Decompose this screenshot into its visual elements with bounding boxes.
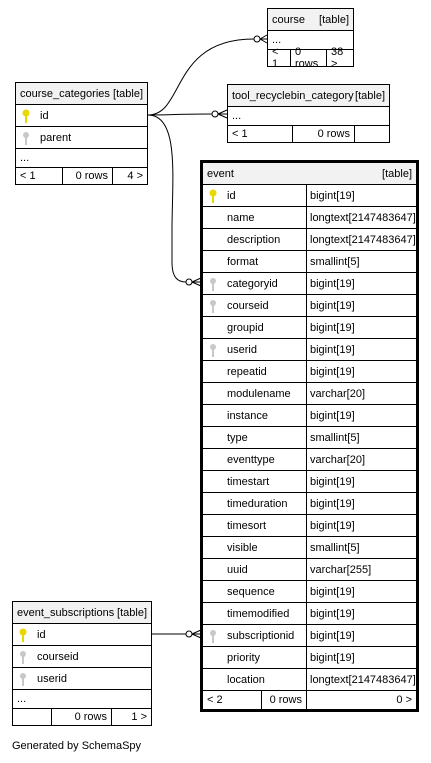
- column-type: varchar[255]: [306, 559, 416, 580]
- column-type: longtext[2147483647]: [306, 207, 416, 228]
- ellipsis: ...: [13, 690, 151, 709]
- column-name: priority: [227, 651, 261, 664]
- column-type: bigint[19]: [306, 603, 416, 624]
- column-name: id: [227, 189, 236, 202]
- column-row[interactable]: id: [16, 105, 147, 127]
- foreign-key-icon: [19, 672, 31, 686]
- column-type: smallint[5]: [306, 537, 416, 558]
- column-type: smallint[5]: [306, 427, 416, 448]
- column-row[interactable]: [203, 427, 416, 449]
- column-name: categoryid: [227, 277, 278, 290]
- column-name: eventtype: [227, 453, 275, 466]
- column-row[interactable]: [203, 647, 416, 669]
- column-name: name: [227, 211, 255, 224]
- table-tag: [table]: [319, 13, 349, 26]
- foreign-key-icon: [209, 343, 221, 357]
- column-name: groupid: [227, 321, 264, 334]
- table-title: event: [207, 167, 234, 180]
- column-name: location: [227, 673, 265, 686]
- column-row[interactable]: courseid: [13, 646, 151, 668]
- column-type: bigint[19]: [306, 515, 416, 536]
- table-footer: < 1 0 rows: [228, 126, 389, 142]
- column-type: bigint[19]: [306, 471, 416, 492]
- column-row[interactable]: [203, 383, 416, 405]
- column-row[interactable]: [203, 273, 416, 295]
- column-name: timeduration: [227, 497, 288, 510]
- column-row[interactable]: [203, 185, 416, 207]
- column-type: bigint[19]: [306, 581, 416, 602]
- primary-key-icon: [22, 109, 34, 123]
- edge-course-categories-to-event: [148, 115, 186, 282]
- column-row[interactable]: [203, 581, 416, 603]
- table-footer: < 2 0 rows 0 >: [203, 691, 416, 709]
- table-course-categories[interactable]: [15, 82, 148, 185]
- column-row[interactable]: [203, 229, 416, 251]
- table-title: course: [272, 13, 306, 26]
- column-type: bigint[19]: [306, 339, 416, 360]
- column-type: bigint[19]: [306, 273, 416, 294]
- column-type: smallint[5]: [306, 251, 416, 272]
- column-type: longtext[2147483647]: [306, 669, 416, 690]
- column-type: bigint[19]: [306, 625, 416, 646]
- column-name: timesort: [227, 519, 267, 532]
- column-row[interactable]: parent: [16, 127, 147, 149]
- column-row[interactable]: [203, 317, 416, 339]
- column-name: courseid: [227, 299, 269, 312]
- generated-by-label: Generated by SchemaSpy: [12, 740, 142, 752]
- table-footer: < 1 0 rows 38 >: [268, 50, 353, 66]
- column-type: varchar[20]: [306, 383, 416, 404]
- column-name: uuid: [227, 563, 248, 576]
- table-tag: [table]: [113, 87, 143, 100]
- column-row[interactable]: [203, 361, 416, 383]
- column-type: bigint[19]: [306, 317, 416, 338]
- column-row[interactable]: [203, 515, 416, 537]
- column-name: type: [227, 431, 248, 444]
- column-row[interactable]: [203, 493, 416, 515]
- column-type: bigint[19]: [306, 405, 416, 426]
- table-tag: [table]: [382, 167, 412, 180]
- column-name: description: [227, 233, 281, 246]
- column-name: instance: [227, 409, 268, 422]
- table-tool-recyclebin-category[interactable]: [227, 84, 390, 143]
- column-type: bigint[19]: [306, 295, 416, 316]
- column-name: timemodified: [227, 607, 290, 620]
- column-row[interactable]: [203, 207, 416, 229]
- column-type: longtext[2147483647]: [306, 229, 416, 250]
- column-row[interactable]: id: [13, 624, 151, 646]
- column-row[interactable]: userid: [13, 668, 151, 690]
- column-type: bigint[19]: [306, 493, 416, 514]
- column-row[interactable]: [203, 471, 416, 493]
- column-name: sequence: [227, 585, 275, 598]
- column-row[interactable]: [203, 559, 416, 581]
- table-course[interactable]: [267, 8, 354, 70]
- column-row[interactable]: [203, 625, 416, 647]
- column-type: bigint[19]: [306, 361, 416, 382]
- column-type: bigint[19]: [306, 647, 416, 668]
- table-title: tool_recyclebin_category: [232, 89, 354, 102]
- column-row[interactable]: [203, 405, 416, 427]
- foreign-key-icon: [19, 650, 31, 664]
- foreign-key-icon: [209, 629, 221, 643]
- table-tag: [table]: [355, 89, 385, 102]
- primary-key-icon: [209, 189, 221, 203]
- column-type: varchar[20]: [306, 449, 416, 470]
- foreign-key-icon: [22, 131, 34, 145]
- ellipsis: ...: [228, 107, 389, 126]
- table-footer: 0 rows 1 >: [13, 709, 151, 725]
- column-row[interactable]: [203, 339, 416, 361]
- ellipsis: ...: [16, 149, 147, 168]
- column-row[interactable]: [203, 449, 416, 471]
- edge-course-categories-to-tool-recyclebin: [148, 114, 212, 115]
- foreign-key-icon: [209, 299, 221, 313]
- column-row[interactable]: [203, 537, 416, 559]
- table-footer: < 1 0 rows 4 >: [16, 168, 147, 184]
- column-name: subscriptionid: [227, 629, 295, 642]
- column-row[interactable]: [203, 251, 416, 273]
- primary-key-icon: [19, 628, 31, 642]
- table-title: course_categories: [20, 87, 110, 100]
- column-row[interactable]: [203, 295, 416, 317]
- column-type: bigint[19]: [306, 185, 416, 206]
- column-name: modulename: [227, 387, 291, 400]
- foreign-key-icon: [209, 277, 221, 291]
- column-name: format: [227, 255, 259, 268]
- column-name: userid: [227, 343, 257, 356]
- event-column-list: [203, 185, 416, 691]
- column-row[interactable]: [203, 669, 416, 691]
- column-name: repeatid: [227, 365, 267, 378]
- ellipsis: ...: [268, 31, 353, 50]
- table-event[interactable]: [200, 160, 419, 712]
- column-name: timestart: [227, 475, 270, 488]
- column-row[interactable]: [203, 603, 416, 625]
- column-name: visible: [227, 541, 258, 554]
- table-title: event_subscriptions: [17, 606, 115, 619]
- table-event-subscriptions[interactable]: [12, 601, 152, 726]
- table-tag: [table]: [117, 606, 147, 619]
